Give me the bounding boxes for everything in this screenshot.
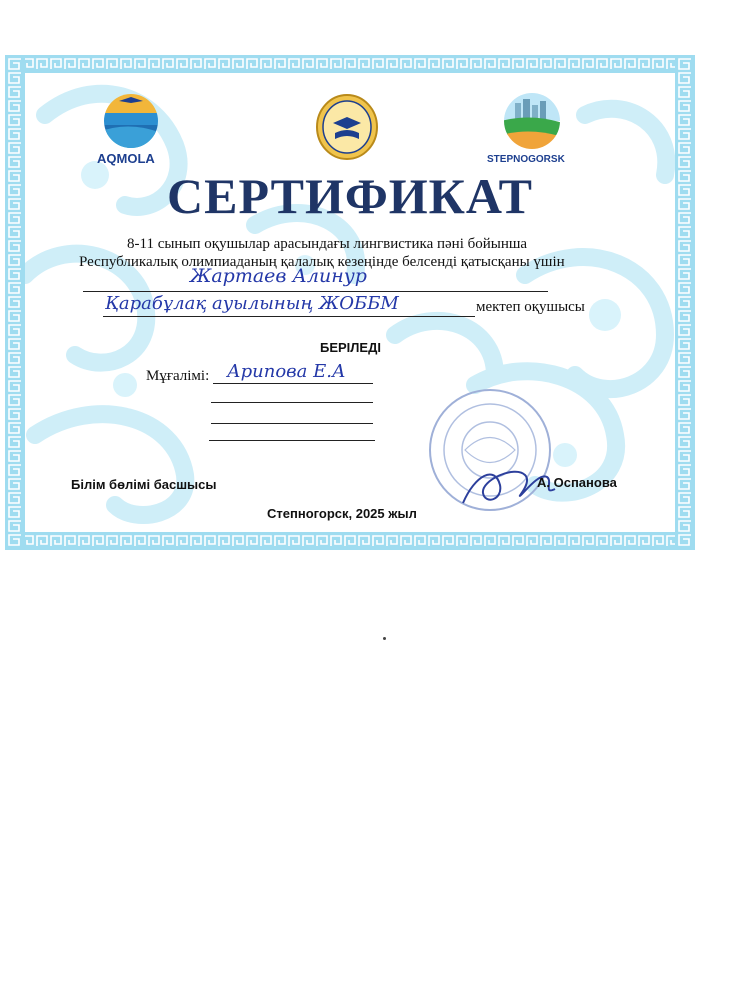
place-date: Степногорск, 2025 жыл — [267, 506, 417, 521]
border-top — [5, 55, 695, 73]
stepnogorsk-logo — [501, 91, 563, 151]
head-name: А. Оспанова — [537, 475, 617, 490]
border-right — [675, 55, 695, 550]
teacher-line-2 — [211, 402, 373, 403]
emblem-logo — [315, 93, 379, 161]
border-bottom — [5, 532, 695, 550]
border-left — [5, 55, 25, 550]
certificate — [5, 55, 695, 550]
paper-speck — [383, 637, 386, 640]
school-suffix: мектеп оқушысы — [476, 299, 585, 315]
school-name: Қарабұлақ ауылының ЖОББМ — [105, 293, 399, 314]
school-name-line — [103, 316, 475, 317]
head-label: Білім бөлімі басшысы — [71, 477, 217, 492]
description-line-1: 8-11 сынып оқушылар арасындағы лингвистика пәні бойынша — [127, 236, 528, 252]
teacher-line-3 — [211, 423, 373, 424]
student-name-line — [83, 291, 548, 292]
teacher-line-4 — [209, 440, 375, 441]
teacher-line-1 — [213, 383, 373, 384]
awarded-label: БЕРІЛЕДІ — [320, 340, 381, 355]
student-name: Жартаев Алинур — [190, 265, 367, 287]
teacher-name: Арипова Е.А — [227, 361, 346, 382]
certificate-title: СЕРТИФИКАТ — [166, 168, 533, 224]
description-line-2: Республикалық олимпиаданың қалалық кезеңінде белсенді қатысқаны үшін — [79, 254, 565, 270]
aqmola-caption: AQMOLA — [97, 151, 155, 166]
stepnogorsk-caption: STEPNOGORSK — [487, 154, 565, 165]
teacher-label: Мұғалімі: — [146, 368, 210, 384]
aqmola-logo — [101, 91, 161, 151]
